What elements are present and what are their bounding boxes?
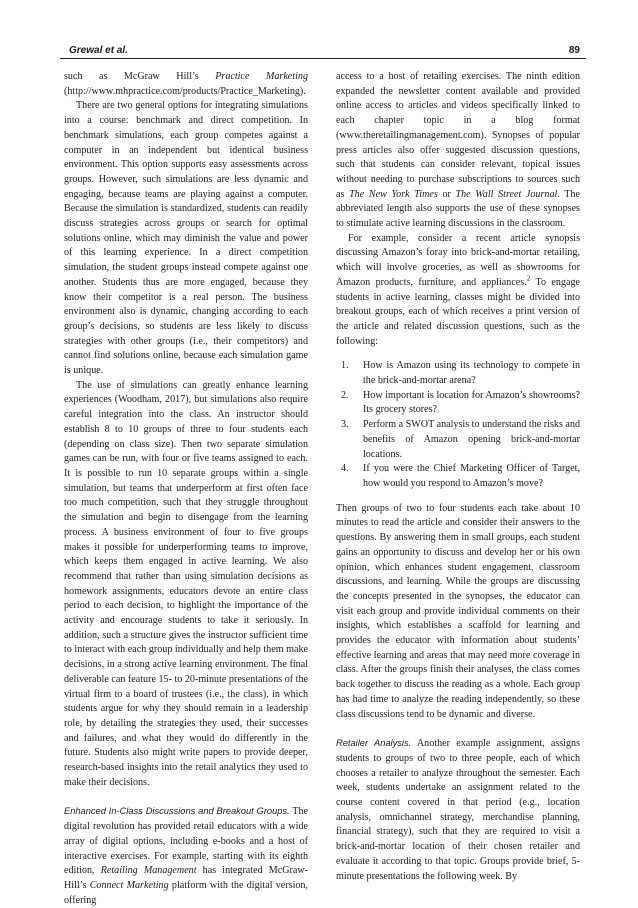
header-rule: [60, 58, 586, 59]
paragraph: There are two general options for integrating simulations into a course: benchmark and direct competition. In benchmark simulations, each group competes against a computer in an independent but identical business environment. This option supports easy assessments across groups. However, such simulations are less dynamic and engaging, because teams are playing against a computer. Because the simulation is standardized, students can readily discuss strategies across groups or search for optimal solutions online, which may diminish the value and power of this learning experience. In a direct competition simulation, the student groups instead compete against one another. Students thus are more engaged, because they know their competitor is a real person. The business environment also is dynamic, changing according to each group’s decisions, so students are less likely to discuss strategies with other groups (i.e., their competitors) and cannot find solutions online, because each simulation game is unique.: [64, 100, 308, 377]
paragraph: such as McGraw Hill’s Practice Marketing (http://www.mhpractice.com/products/Practice_Marketing).: [64, 71, 308, 97]
footnote-marker: 2: [526, 274, 531, 283]
running-header: [69, 40, 580, 56]
list-item: 4. If you were the Chief Marketing Officer of Target, how would you respond to Amazon’s move?: [341, 463, 580, 489]
paragraph: The use of simulations can greatly enhance learning experiences (Woodham, 2017), but simulations also require careful integration into the class. An instructor should establish 8 to 10 groups of three to four students each (depending on class size). Then two separate simulation games can be run, with four or five teams assigned to each. It is possible to run 10 separate groups within a single simulation, but teams that underperform at first often face too much competition, such that they struggle throughout the simulation and begin to disengage from the learning process. A business environment of four to five groups makes it possible for underperforming teams to improve, which keeps them engaged in active learning. We also recommend that rather than using simulation decisions as homework assignments, educators devote an entire class period to each decision, to highlight the importance of the activity and encourage students to take it seriously. In addition, such a structure gives the instructor sufficient time to interact with each group individually and help them make decisions, in a strong active learning environment. The final deliverable can feature 15- to 20-minute presentations of the virtual firm to a board of trustees (i.e., the class), in which students argue for why they should remain in a leadership role, by detailing the strategies they used, their successes and failures, and what they would do differently in the future. Students also might write papers to provide deeper, research-based insights into the retail analytics they used to make their decisions.: [64, 379, 308, 788]
list-item: 2. How important is location for Amazon’s showrooms? Its grocery stores?: [341, 389, 580, 416]
paragraph: For example, consider a recent article synopsis discussing Amazon’s foray into brick-and-mortar retailing, which will involve groceries, as well as showrooms for Amazon products, furniture, and appliances.$^2$ To engage students in active learning, classes might be divided into breakout groups, each of which receives a print version of the article and related discussion questions, such as the following:: [336, 232, 580, 347]
page-number: 89: [568, 45, 580, 56]
paragraph: Enhanced In-Class Discussions and Breakout Groups. The digital revolution has provided retail educators with a wide array of digital options, including e-books and a host of interactive exercises. For example, starting with its eighth edition, Retailing Management has integrated McGraw-Hill’s Connect Marketing platform with the digital version, offering: [64, 806, 308, 906]
right-column: [336, 70, 580, 884]
paragraph: access to a host of retailing exercises. The ninth edition expanded the newsletter content available and provided online access to articles and videos specifically linked to each chapter topic in a blog format (www.theretailingmanagement.com). Synopses of popular press articles also offer suggested discussion questions, such that students can consider relevant, topical issues without needing to purchase subscriptions to sources such as The New York Times or The Wall Street Journal. The abbreviated length also supports the use of these synopses to stimulate active learning discussions in the classroom.: [336, 71, 580, 230]
list-item: 3. Perform a SWOT analysis to understand the risks and benefits of Amazon opening brick-and-mortar locations.: [341, 419, 580, 460]
section-heading: Retailer Analysis.: [336, 738, 412, 749]
running-header-author: Grewal et al.: [69, 45, 128, 56]
section-heading: Enhanced In-Class Discussions and Breakout Groups.: [64, 806, 290, 817]
list-item: 1. How is Amazon using its technology to compete in the brick-and-mortar arena?: [341, 360, 580, 387]
paragraph: Retailer Analysis. Another example assignment, assigns students to groups of two to three people, each of which chooses a retailer to analyze throughout the semester. Each week, students undertake an assignment related to the course content covered in that period (e.g., location analysis, omnichannel strategy, merchandise planning, financial strategy), such that they are required to visit a brick-and-mortar location of their chosen retailer and evaluate it according to that topic. Groups provide brief, 5-minute presentations the following week. By: [336, 738, 580, 882]
left-column: [64, 70, 308, 908]
paragraph: Then groups of two to four students each take about 10 minutes to read the article and consider their answers to the questions. By answering them in small groups, each student gains an opportunity to discuss and develop her or his own opinion, which enhances student engagement, classroom discussions, and learning. While the groups are discussing the concepts presented in the synopses, the educator can visit each group and provide individual comments on their insights, which establishes a scaffold for learning and provides the educator with information about students’ effective learning and areas that may need more coverage in class. After the groups finish their analyses, the class comes back together to discuss the reading as a whole. Each group has had time to analyze the reading independently, so these class discussions tend to be dynamic and diverse.: [336, 502, 580, 720]
discussion-questions-list: [336, 359, 580, 491]
